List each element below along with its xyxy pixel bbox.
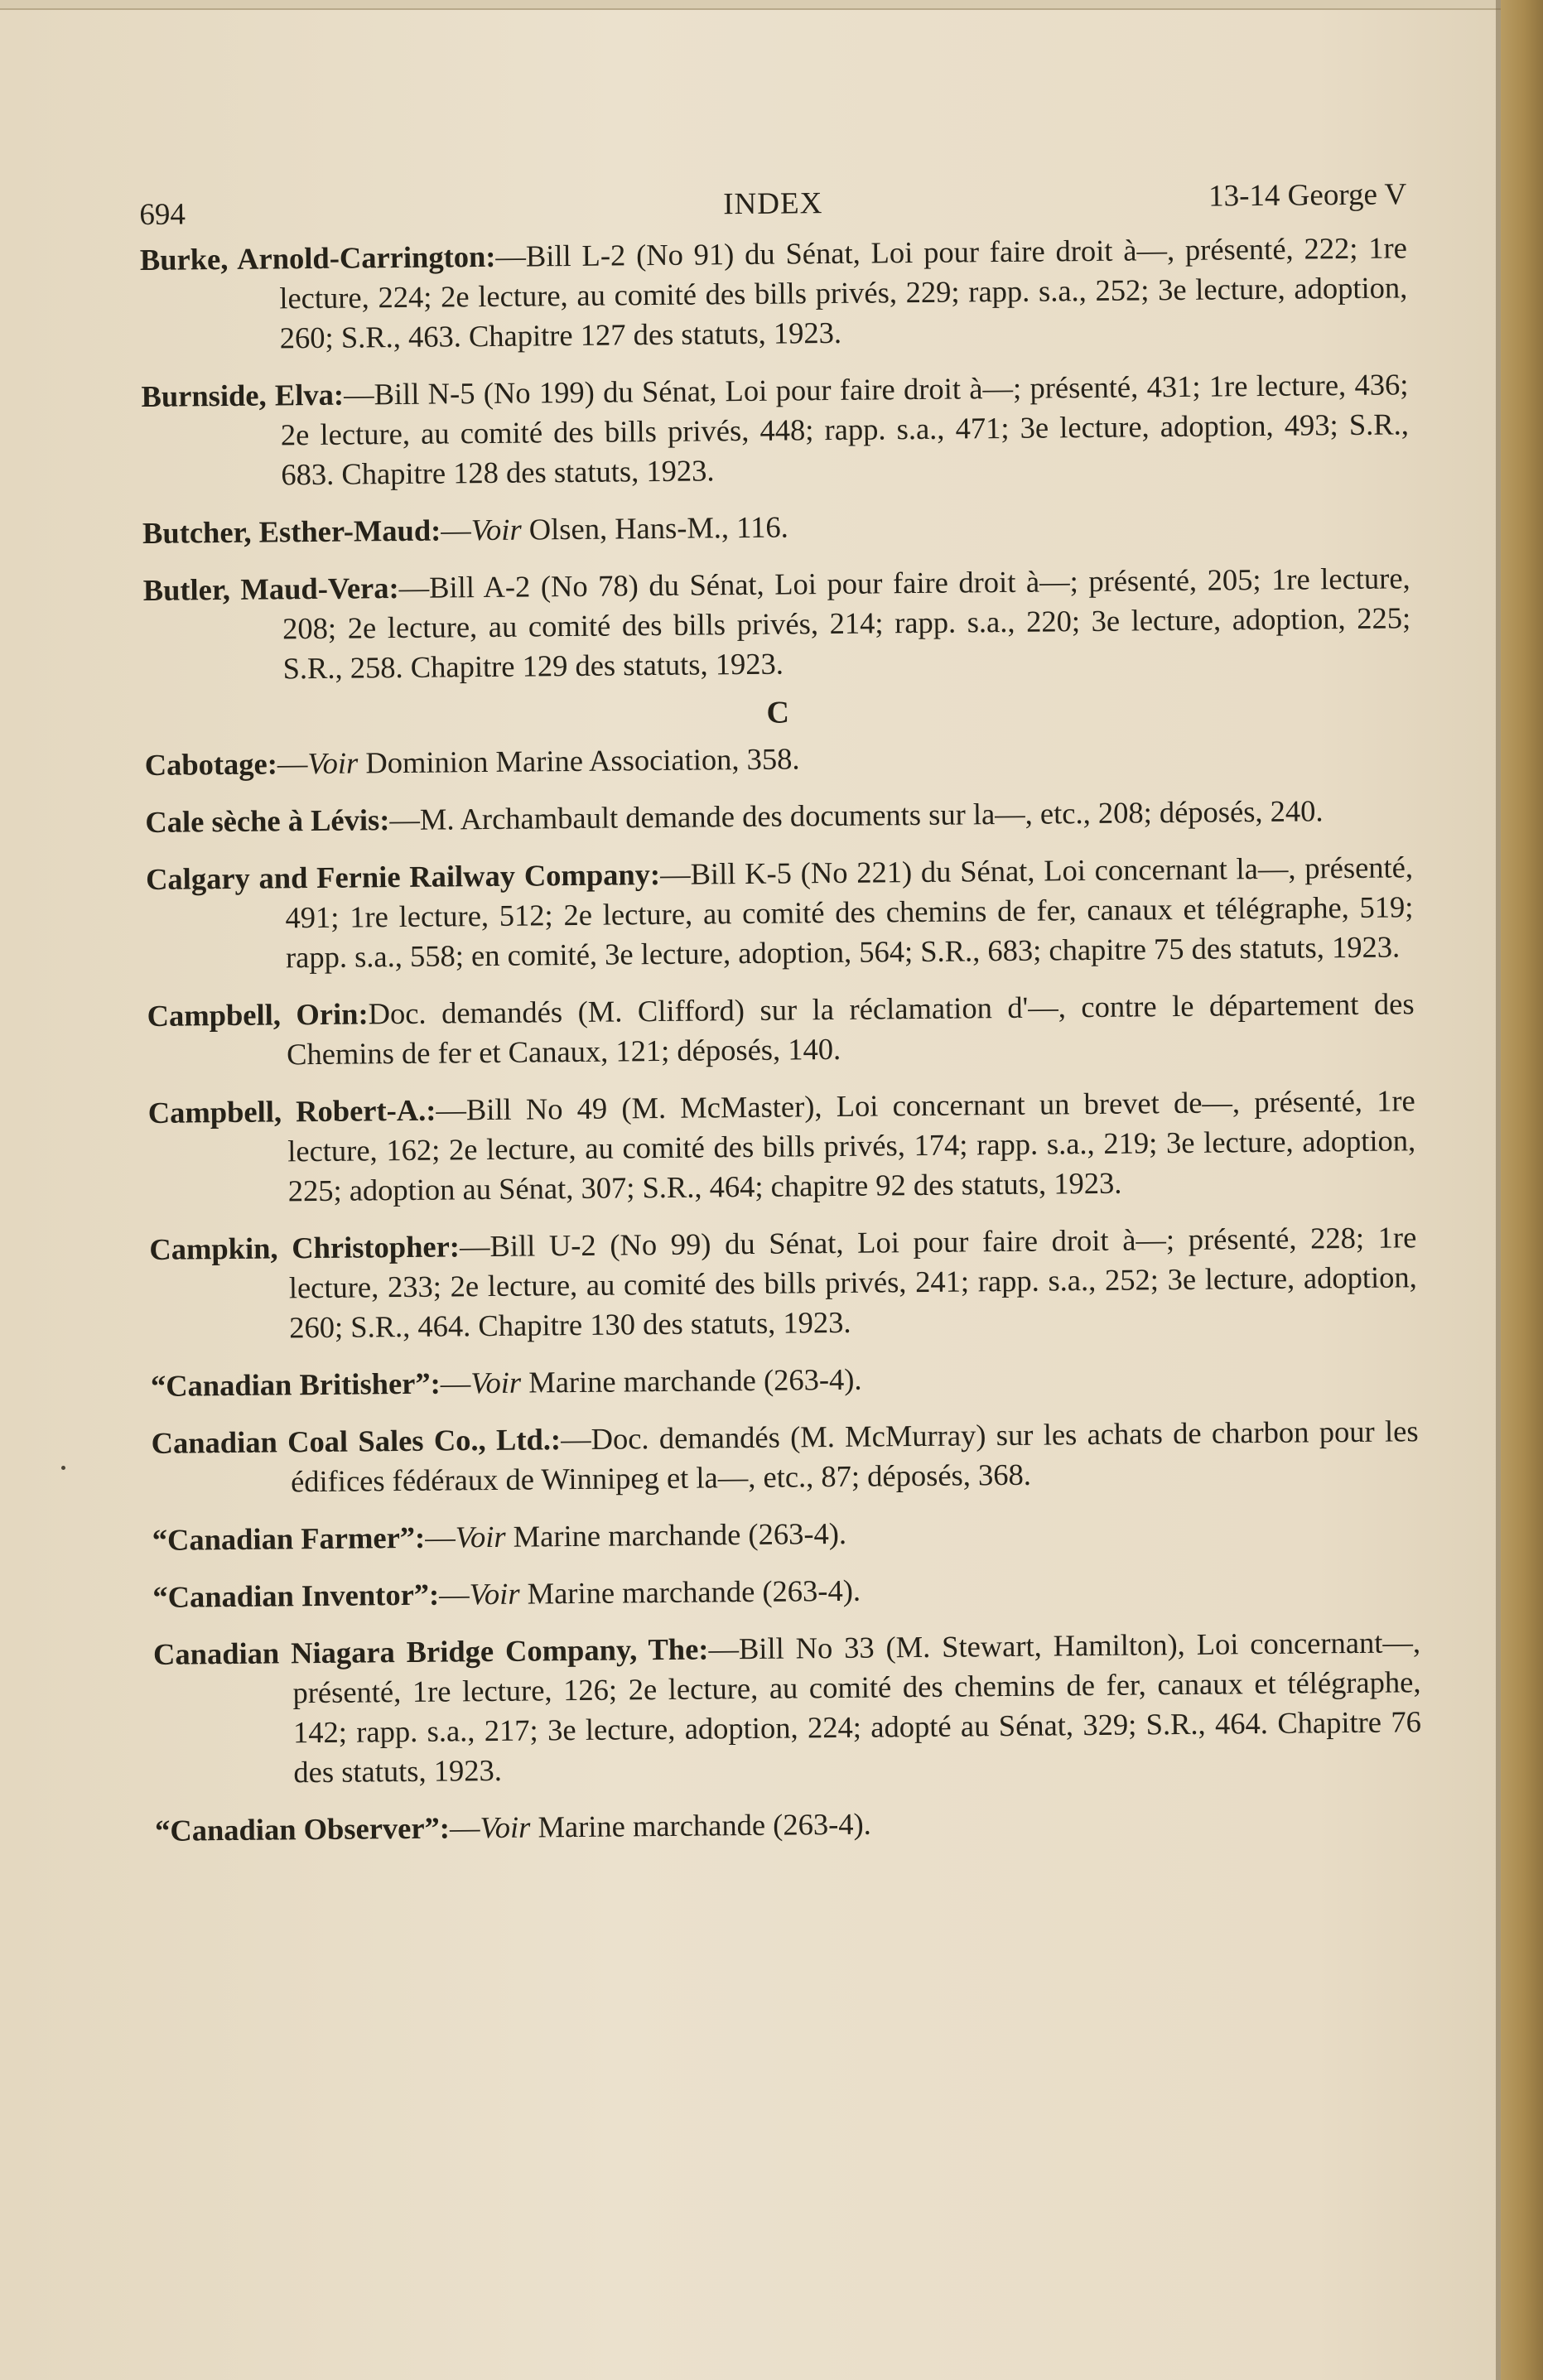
entry-text: —Bill No 33 (M. Stewart, Hamilton), Loi concernant—, présenté, 1re lecture, 126; 2e lecture, au comité des chemins de fer, canaux et télégraphe, 142; rapp. s.a., 217; 3e lecture, adoption, 224; adopté au Sénat, 329; S.R., 464. Chapitre 76 des statuts, 1923. [292, 1625, 1422, 1790]
index-entry-butler [143, 558, 1411, 690]
entry-see-reference: Voir [470, 512, 522, 547]
entry-heading: Cale sèche à Lévis: [145, 802, 390, 839]
volume-label: 13-14 George V [1208, 177, 1407, 214]
index-entry-calgary-fernie [146, 847, 1414, 979]
index-entry-butcher [142, 501, 1410, 553]
entry-heading: “Canadian Inventor”: [152, 1577, 440, 1614]
running-title: INDEX [723, 186, 823, 222]
entry-heading: Calgary and Fernie Railway Company: [145, 857, 661, 896]
entry-text: — [277, 746, 308, 781]
page-header [139, 170, 1407, 240]
entry-text: —M. Archambault demande des documents sur la—, etc., 208; déposés, 240. [389, 793, 1324, 837]
entry-heading: Campkin, Christopher: [149, 1229, 460, 1266]
entry-heading: “Canadian Observer”: [154, 1810, 451, 1848]
entry-text: — [449, 1810, 480, 1845]
index-entry-canadian-inventor [152, 1565, 1420, 1617]
entry-heading: “Canadian Britisher”: [150, 1366, 441, 1403]
entry-text: —Bill A-2 (No 78) du Sénat, Loi pour faire droit à—; présenté, 205; 1re lecture, 208; 2e lecture, au comité des bills privés, 214; rapp. s.a., 220; 3e lecture, adoption, 225; S.R., 258. Chapitre 129 des statuts, 1923. [282, 561, 1411, 686]
entry-see-reference: Voir [455, 1519, 506, 1554]
entry-heading: Burke, Arnold-Carrington: [139, 238, 496, 277]
entry-heading: Campbell, Robert-A.: [147, 1092, 436, 1130]
ink-dot [61, 1466, 65, 1470]
section-letter: C [766, 695, 790, 730]
entry-text: —Bill L-2 (No 91) du Sénat, Loi pour faire droit à—, présenté, 222; 1re lecture, 224; 2e lecture, au comité des bills privés, 229; rapp. s.a., 252; 3e lecture, adoption, 260; S.R., 463. Chapitre 127 des statuts, 1923. [279, 230, 1408, 355]
index-entry-cale-seche [145, 790, 1412, 842]
index-entry-burnside [141, 364, 1409, 496]
entry-text-tail: Dominion Marine Association, 358. [358, 741, 800, 780]
entry-text: — [441, 513, 472, 547]
index-entry-canadian-coal-sales [151, 1411, 1419, 1503]
entry-text: Doc. demandés (M. Clifford) sur la réclamation d'—, contre le département des Chemins de fer et Canaux, 121; déposés, 140. [286, 986, 1415, 1072]
entry-see-reference: Voir [307, 745, 359, 781]
entry-text: —Doc. demandés (M. McMurray) sur les achats de charbon pour les édifices fédéraux de Winnipeg et la—, etc., 87; déposés, 368. [290, 1414, 1419, 1499]
entry-text-tail: Marine marchande (263-4). [519, 1573, 861, 1611]
index-entry-canadian-observer [155, 1799, 1422, 1851]
entry-heading: Butler, Maud-Vera: [142, 571, 399, 607]
entry-heading: “Canadian Farmer”: [152, 1520, 426, 1557]
entry-heading: Campbell, Orin: [147, 996, 369, 1033]
page-content [139, 170, 1422, 1868]
index-entry-canadian-niagara-bridge [153, 1622, 1422, 1794]
entry-heading: Canadian Niagara Bridge Company, The: [152, 1631, 709, 1671]
index-entry-canadian-britisher [151, 1354, 1418, 1406]
top-edge [0, 0, 1543, 10]
index-entry-cabotage [145, 733, 1412, 785]
index-entry-burke [140, 228, 1408, 359]
entry-text-tail: Olsen, Hans-M., 116. [521, 509, 788, 547]
entry-text: —Bill K-5 (No 221) du Sénat, Loi concernant la—, présenté, 491; 1re lecture, 512; 2e lecture, au comité des chemins de fer, canaux et télégraphe, 519; rapp. s.a., 558; en comité, 3e lecture, adoption, 564; S.R., 683; chapitre 75 des statuts, 1923. [285, 850, 1414, 975]
entry-see-reference: Voir [480, 1809, 531, 1845]
entry-text: —Bill No 49 (M. McMaster), Loi concernant un brevet de—, présenté, 1re lecture, 162; 2e lecture, au comité des bills privés, 174; rapp. s.a., 219; 3e lecture, adoption, 225; adoption au Sénat, 307; S.R., 464; chapitre 92 des statuts, 1923. [287, 1083, 1416, 1208]
entry-text: —Bill U-2 (No 99) du Sénat, Loi pour faire droit à—; présenté, 228; 1re lecture, 233; 2e lecture, au comité des bills privés, 241; rapp. s.a., 252; 3e lecture, adoption, 260; S.R., 464. Chapitre 130 des statuts, 1923. [288, 1220, 1417, 1345]
entry-text-tail: Marine marchande (263-4). [520, 1361, 862, 1400]
index-entry-campbell-robert [148, 1081, 1416, 1212]
entry-text-tail: Marine marchande (263-4). [530, 1806, 871, 1844]
entry-text: — [425, 1520, 456, 1554]
book-spine-edge [1501, 0, 1543, 2380]
entry-text: —Bill N-5 (No 199) du Sénat, Loi pour faire droit à—; présenté, 431; 1re lecture, 436; 2e lecture, au comité des bills privés, 448; rapp. s.a., 471; 3e lecture, adoption, 493; S.R., 683. Chapitre 128 des statuts, 1923. [280, 367, 1410, 492]
index-entry-canadian-farmer [152, 1508, 1420, 1560]
entry-heading: Burnside, Elva: [141, 377, 345, 413]
entry-text-tail: Marine marchande (263-4). [505, 1515, 847, 1554]
index-entry-campbell-orin [147, 984, 1415, 1076]
entry-heading: Cabotage: [144, 746, 278, 782]
entry-text: — [438, 1577, 470, 1612]
entry-text: — [440, 1366, 471, 1400]
entry-see-reference: Voir [469, 1576, 520, 1612]
entry-see-reference: Voir [470, 1365, 522, 1400]
entry-heading: Butcher, Esther-Maud: [142, 513, 441, 550]
index-entry-campkin [149, 1217, 1417, 1349]
page-number: 694 [139, 197, 186, 232]
entry-heading: Canadian Coal Sales Co., Ltd.: [151, 1422, 562, 1460]
